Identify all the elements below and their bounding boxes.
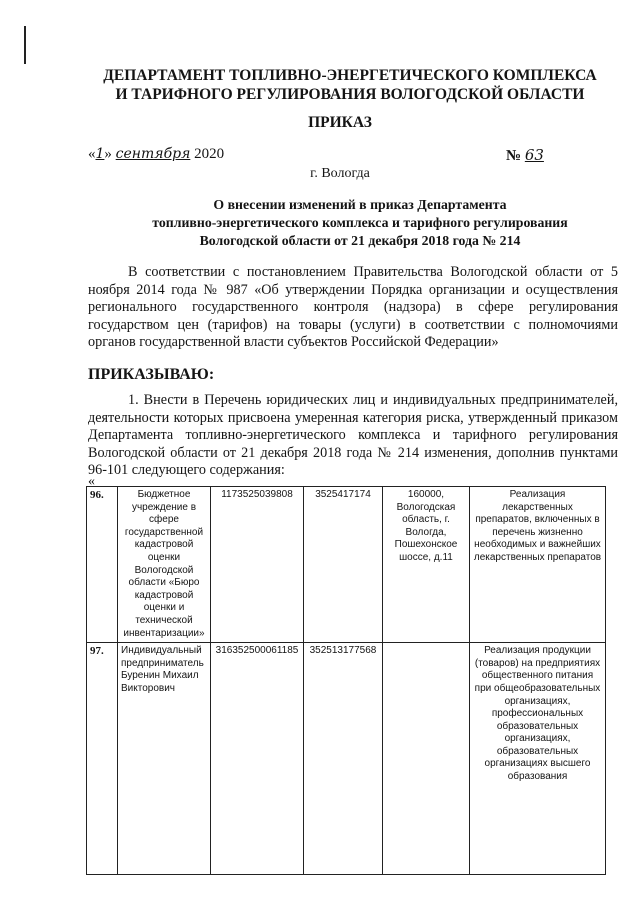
entity-address: 160000, Вологодская область, г. Вологда, Пошехонское шоссе, д.11 <box>383 487 470 643</box>
entity-inn: 3525417174 <box>304 487 383 643</box>
department-line-2: И ТАРИФНОГО РЕГУЛИРОВАНИЯ ВОЛОГОДСКОЙ ОБЛАСТИ <box>115 86 585 103</box>
order-date: «1» сентября 2020 <box>88 146 225 162</box>
entity-ogrn: 1173525039808 <box>211 487 304 643</box>
entity-activity: Реализация лекарственных препаратов, включенных в перечень жизненно необходимых и важнейших лекарственных препаратов <box>470 487 606 643</box>
entity-activity: Реализация продукции (товаров) на предприятиях общественного питания при общеобразовательных организациях, профессиональных образовательных организациях, образовательных организациях высшего образования <box>470 643 606 875</box>
order-subject: О внесении изменений в приказ Департамента топливно-энергетического комплекса и тарифного регулирования Вологодской области от 21 декабря 2018 года № 214 <box>152 197 568 248</box>
department-header <box>60 66 640 104</box>
order-number: № 63 <box>506 146 544 164</box>
entity-name: Бюджетное учреждение в сфере государственной кадастровой оценки Вологодской области «Бюро кадастровой оценки и технической инвентаризации» <box>118 487 211 643</box>
preamble: В соответствии с постановлением Правительства Вологодской области от 5 ноября 2014 года № 987 «Об утверждении Порядка организации и осуществления регионального государственного контроля (надзора) в сфере регулирования государством цен (тарифов) на товары (услуги) в соответствии с полномочиями органов государственной власти субъектов Российской Федерации» <box>88 264 618 350</box>
date-day: 1 <box>95 146 105 162</box>
scan-edge-mark <box>24 26 26 64</box>
entity-name: Индивидуальный предприниматель Буренин Михаил Викторович <box>118 643 211 875</box>
date-year: 2020 <box>194 146 225 162</box>
row-number: 97. <box>87 643 118 875</box>
city: г. Вологда <box>310 166 370 181</box>
table-open-quote: « <box>88 474 95 489</box>
entity-address <box>383 643 470 875</box>
table-row <box>87 643 606 875</box>
entities-table <box>86 486 606 875</box>
order-number-value: 63 <box>524 146 544 164</box>
entity-inn: 352513177568 <box>304 643 383 875</box>
entity-ogrn: 316352500061185 <box>211 643 304 875</box>
item-1: 1. Внести в Перечень юридических лиц и индивидуальных предпринимателей, деятельности которых присвоена умеренная категория риска, утвержденный приказом Департамента топливно-энергетического комплекса и тарифного регулирования Вологодской области от 21 декабря 2018 года № 214 изменения, дополнив пунктами 96-101 следующего содержания: <box>88 392 618 478</box>
department-line-1: ДЕПАРТАМЕНТ ТОПЛИВНО-ЭНЕРГЕТИЧЕСКОГО КОМПЛЕКСА <box>103 67 597 84</box>
orders-label: ПРИКАЗЫВАЮ: <box>88 366 215 383</box>
table-row <box>87 487 606 643</box>
date-month: сентября <box>115 146 191 162</box>
row-number: 96. <box>87 487 118 643</box>
document-type: ПРИКАЗ <box>308 114 372 131</box>
